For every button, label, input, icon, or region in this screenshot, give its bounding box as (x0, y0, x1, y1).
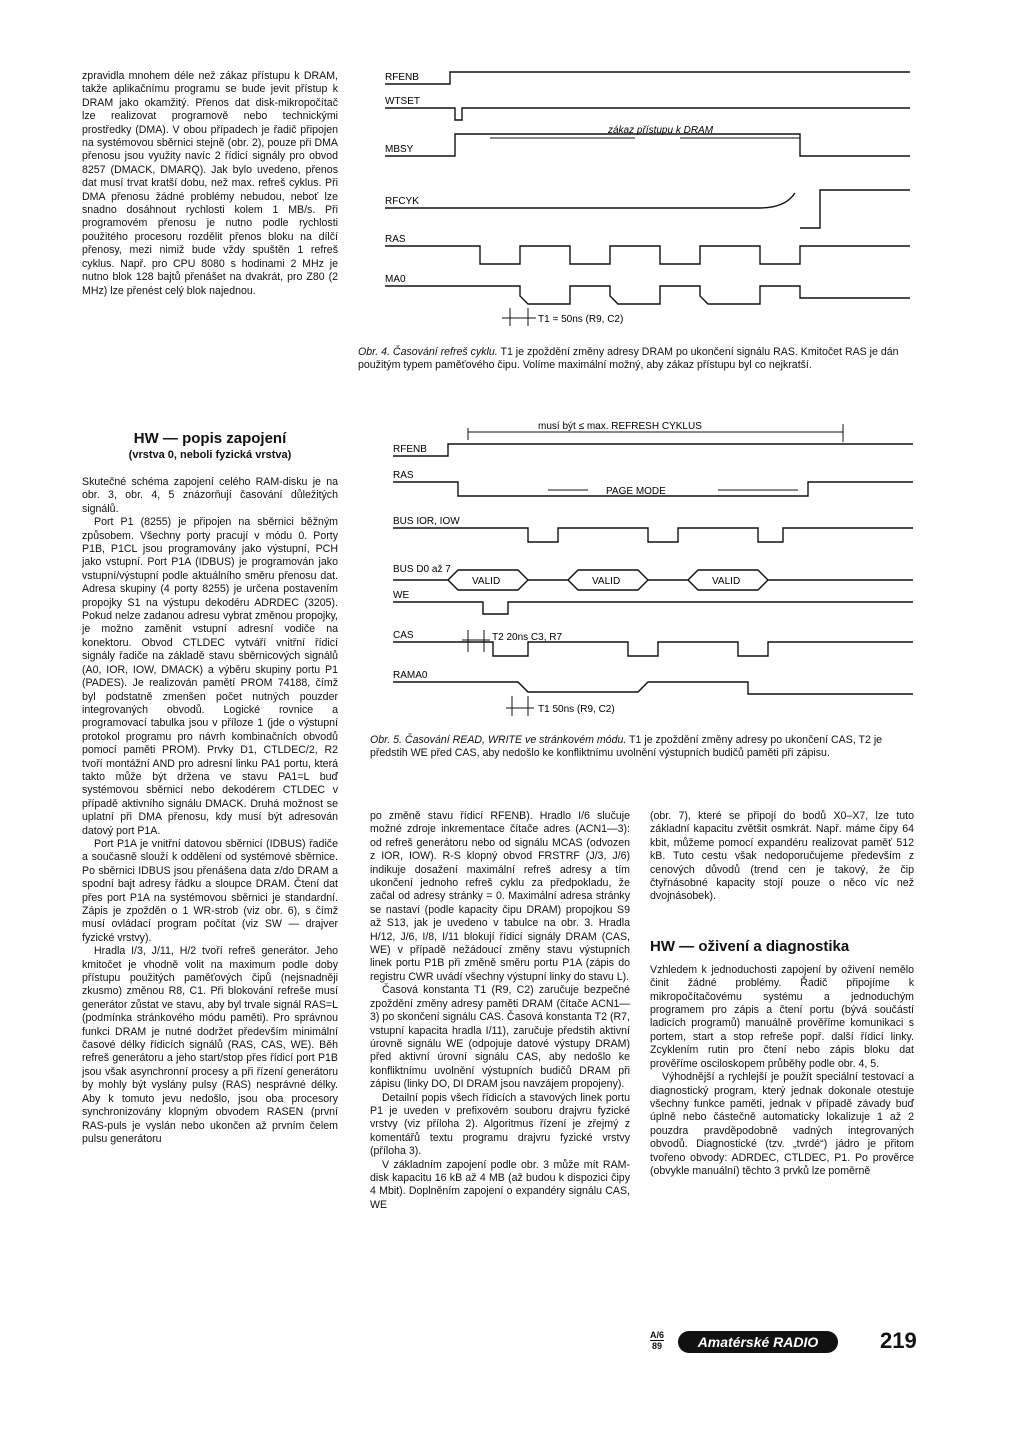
paragraph: Detailní popis všech řídicích a stavových linek portu P1 je uveden v prefixovém souboru drajvru fyzické vrstvy (viz příloha 2). Algoritmus řízení je zřejmý z komentářů textu programu drajvru fyzické vrstvy (příloha 3). (370, 1091, 630, 1158)
caption-label: Obr. 5. Časování READ, WRITE ve stránkovém módu. (370, 734, 627, 746)
fig5-label-we: WE (393, 590, 410, 601)
fig5-page-mode: PAGE MODE (606, 486, 666, 497)
middle-column (370, 810, 630, 1212)
section-heading: HW — popis zapojení (133, 430, 287, 447)
fig5-label-rama0: RAMA0 (393, 670, 428, 681)
paragraph: Skutečné schéma zapojení celého RAM-disku je na obr. 3, obr. 4, 5 znázorňují časování důležitých signálů. (82, 476, 338, 515)
right-column (650, 810, 914, 1178)
left-top-text-block (82, 70, 338, 298)
paragraph: po změně stavu řídicí RFENB). Hradlo I/6 slučuje možné zdroje inkrementace čítače adres (ACN1—3): od refreš generátoru nebo od signálu MCAS (odvozen z IOR, IOW). R-S klopný obvod FRSTRF (J/3, J/6) indikuje dosažení maximální refreš adresy a tím ukončení jednoho refreš cyklu za předpokladu, že začal od adresy stránky = 0. Maximální adresa stránky se nastaví (podle kapacity čipu DRAM) propojkou S9 až S13, jak je uvedeno v tabulce na obr. 3. Hradla H/12, J/6, I/8, I/11 blokují řídicí signály DRAM (CAS, WE) v případě nežádoucí změny stavu výstupních linek portu P1B při změně směru portu P1A (zápis do registru CWR uvádí všechny výstupní linky do stavu L). (370, 810, 630, 983)
fig5-t1-label: T1 50ns (R9, C2) (538, 704, 615, 715)
fig5-label-bus-ior-iow: BUS IOR, IOW (393, 516, 460, 527)
paragraph: Výhodnější a rychlejší je použít speciální testovací a diagnostický program, který jednak dokonale otestuje všechny funkce paměti, jednak v případě závady buď úplně nebo částečně automaticky lokalizuje 1 až 2 pouzdra pravděpodobně vadných integrovaných obvodů. Diagnostické (tzv. „tvrdé“) jádro je přitom tvořeno obvody: ADRDEC, CTLDEC, P1. Po prověrce (obvykle manuální) těchto 3 prvků lze poměrně (650, 1071, 914, 1177)
paragraph: Vzhledem k jednoduchosti zapojení by oživení nemělo činit žádné problémy. Řadič připojíme k mikropočítačovému systému a jednoduchým programem pro zápis a čtení portu (bývá součástí ladicích programů) manuálně prověříme komunikaci s portem, start a stop refreše popř. další řídicí linky. Zcyklením rutin pro čtení nebo zápis bloku dat prověříme osciloskopem průběhy podle obr. 4, 5. (650, 963, 914, 1070)
fig4-label-ma0: MA0 (385, 274, 406, 285)
fig5-valid-2: VALID (592, 576, 621, 587)
page-number: 219 (880, 1328, 917, 1353)
caption-text: T1 je zpoždění změny adresy DRAM po ukončení signálu RAS. Kmitočet RAS je dán použitým typem paměťového čipu. Volíme maximální možný, aby zákaz přístupu byl co nejkratší. (358, 346, 899, 372)
issue-bottom: 89 (652, 1341, 663, 1351)
fig5-label-cas: CAS (393, 630, 414, 641)
fig4-label-wtset: WTSET (385, 96, 420, 107)
issue-top: A/6 (650, 1330, 665, 1340)
issue-number (650, 1330, 664, 1351)
fig5-label-ras: RAS (393, 470, 414, 481)
paragraph: Port P1A je vnitřní datovou sběrnicí (IDBUS) řadiče a současně slouží k oddělení od systémové sběrnice. Po sběrnici IDBUS jsou přenášena data z/do DRAM a spodní bajt adresy řádku a sloupce DRAM. Čtení dat přes port P1A na systémovou sběrnici je standardní. Zápis je zpožděn o 1 WR-strob (viz obr. 6), s čímž musí ovládací program počítat (viz SW — drajver fyzické vrstvy). (82, 837, 338, 944)
left-column (82, 430, 338, 1146)
figure-4-timing-diagram (380, 68, 920, 340)
fig4-timing-label: T1 = 50ns (R9, C2) (538, 314, 624, 325)
fig4-label-rfenb: RFENB (385, 72, 419, 83)
paragraph: V základním zapojení podle obr. 3 může mít RAM-disk kapacitu 16 kB až 4 MB (až budou k dispozici čipy 4 Mbit). Doplněním zapojení o expandéry signálu CAS, WE (370, 1158, 630, 1211)
fig5-valid-3: VALID (712, 576, 741, 587)
figure-5-timing-diagram (388, 420, 918, 720)
fig4-label-mbsy: MBSY (385, 144, 414, 155)
magazine-logo: Amatérské RADIO (678, 1331, 838, 1353)
paragraph: Časová konstanta T1 (R9, C2) zaručuje bezpečné zpoždění změny adresy paměti DRAM (čítače ACN1—3) po skončení signálu CAS. Časová konstanta T2 (R7, vstupní kapacita hradla I/11), zaručuje předstih aktivní úrovně signálu WE (odpojuje datové výstupy DRAM) před aktivní úrovní signálu CAS, aby nedošlo ke konfliktnímu uvolnění výstupních budičů DRAM při zápisu (linky DO, DI DRAM jsou navzájem propojeny). (370, 984, 630, 1091)
paragraph: Hradla I/3, J/11, H/2 tvoří refreš generátor. Jeho kmitočet je vhodně volit na maximum podle doby přístupu použitých paměťových čipů (nejsnadněji zkusmo) změnou R8, C1. Při blokování refreše musí generátor zůstat ve stavu, aby byl trvale signál RAS=L (podmínka stránkového módu paměti). Pro správnou funkci DRAM je nutné dodržet především minimální časové délky řídicích signálů (RAS, CAS, WE). Běh refreš generátoru a jeho start/stop přes řídicí port P1B jsou však asynchronní procesy a při řízení generátoru by mohly být vyslány pulsy (RAS) nesprávné délky. Aby k tomuto jevu nedošlo, jsou oba procesory synchronizovány klopným obvodem RASEN (první RAS-puls je vyslán nebo ukončen až prvním čelem pulsu generátoru (82, 945, 338, 1145)
fig5-top-annotation: musí být ≤ max. REFRESH CYKLUS (538, 421, 702, 432)
fig5-label-rfenb: RFENB (393, 444, 427, 455)
page-footer (650, 1328, 930, 1358)
fig4-label-rfcyk: RFCYK (385, 196, 419, 207)
fig5-t2-label: T2 20ns C3, R7 (492, 632, 563, 643)
paragraph: Port P1 (8255) je připojen na sběrnici běžným způsobem. Všechny porty pracují v módu 0. Porty P1B, P1CL jsou programovány jako výstupní, PCH jako vstupní. Port P1A (IDBUS) je programován jako vstupní/výstupní podle aktuálního směru přenosu dat. Adresa skupiny (4 porty 8255) je určena postavením propojky S1 na výstupu dekodéru ADRDEC (3205). Pokud nelze zadanou adresu vybrat změnou propojky, je možno zaměnit vstupní adresní vodiče na konektoru. Obvod CTLDEC vytváří vnitřní řídicí signály řadiče na základě stavu sběrnicových signálů (A0, IOR, IOW, DMACK) a výběru skupiny portu P1 (PADES). Je realizován pamětí PROM 74188, čímž byl podstatně zmenšen počet nutných pouzder integrovaných obvodů. Logické rovnice a programovací tabulka jsou v příloze 1 (jde o výstupní protokol programu pro návrh kombinačních obvodů pomocí paměti PROM). Prvky D1, CTLDEC/2, R2 tvoří montážní AND pro adresní linku PA1 portu, která takto může být držena ve stavu PA1=L buď systémovou sběrnicí nebo dekodérem CTLDEC v případě aktivního signálu DMACK. Druhá možnost se uplatní při DMA přenosu, kdy musí být adresován datový port P1A. (82, 516, 338, 837)
fig4-annotation: zákaz přístupu k DRAM (608, 125, 714, 136)
caption-label: Obr. 4. Časování refreš cyklu. (358, 346, 498, 358)
caption-text: T1 je zpoždění změny adresy po ukončení CAS, T2 je předstih WE před CAS, aby nedošlo ke konfliktnímu uvolnění výstupních budičů paměti při zápisu. (370, 734, 883, 760)
figure-5-caption (370, 734, 910, 761)
fig5-label-bus-d0: BUS D0 až 7 (393, 564, 451, 575)
fig5-valid-1: VALID (472, 576, 501, 587)
section-heading: HW — oživení a diagnostika (650, 937, 850, 955)
paragraph: zpravidla mnohem déle než zákaz přístupu k DRAM, takže aplikačnímu programu se bude jevit přístup k DRAM jako okamžitý. Přenos dat disk-mikropočítač lze realizovat programově nebo technickými prostředky (DMA). V obou případech je řadič připojen na systémovou sběrnici stejně (obr. 2), pouze při DMA přenosu jsou využity navíc 2 řídicí signály pro obvod 8257 (DMACK, DMARQ). Jak bylo uvedeno, přenos dat musí trvat kratší dobu, než max. refreš cyklus. Při DMA přenosu žádné problémy nebudou, neboť lze snadno dosáhnout rychlosti kolem 1 MB/s. Při programovém přenosu je nutno podle rychlosti použitého procesoru rozdělit přenos bloku na dílčí přenosy, mezi nimiž bude vždy spuštěn 1 refreš cyklus. Např. pro CPU 8080 s hodinami 2 MHz je nutno blok 128 bajtů přenášet na dvakrát, pro Z80 (2 MHz) lze přenést celý blok najednou. (82, 70, 338, 297)
fig4-label-ras: RAS (385, 234, 406, 245)
section-subheading: (vrstva 0, neboli fyzická vrstva) (128, 449, 292, 461)
paragraph: (obr. 7), které se připojí do bodů X0–X7, lze tuto základní kapacitu zvětšit osmkrát. Např. máme čipy 64 kbit, můžeme pomocí expandéru realizovat paměť 512 kB. Tuto cestu však nedoporučujeme především z cenových důvodů (trend cen je takový, že čip čtyřnásobné kapacity stojí pouze o něco víc než dvojnásobek). (650, 810, 914, 903)
figure-4-caption (358, 346, 918, 373)
